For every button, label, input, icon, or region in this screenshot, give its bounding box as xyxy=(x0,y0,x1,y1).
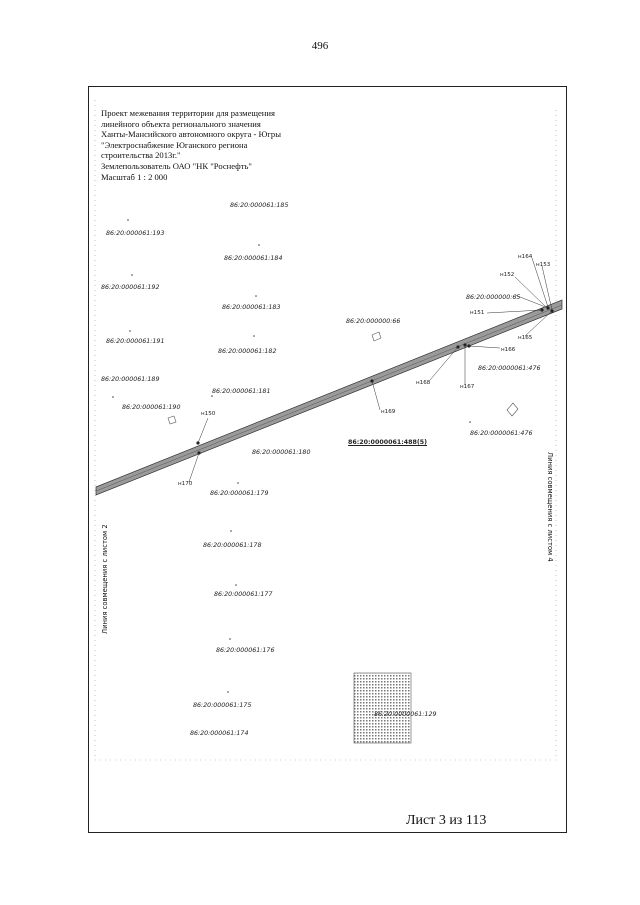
header-line: Ханты-Мансийского автономного округа - Югры xyxy=(101,129,281,140)
parcel-label: 86:20:000061:180 xyxy=(252,449,311,456)
parcel-label: 86:20:000061:191 xyxy=(106,338,165,345)
header-line: линейного объекта регионального значения xyxy=(101,118,261,129)
parcel-label: 86:20:000061:183 xyxy=(222,304,281,311)
parcel-label: 86:20:000061:175 xyxy=(193,702,252,709)
linear-object-corridor xyxy=(96,300,562,495)
parcel-label: 86:20:000061:181 xyxy=(212,388,271,395)
point-label: н168 xyxy=(416,380,431,386)
parcel-label: 86:20:000061:185 xyxy=(230,202,289,209)
parcel-label: 86:20:000061:174 xyxy=(190,730,249,737)
small-parcel-190 xyxy=(168,416,176,424)
parcel-label: 86:20:000061:178 xyxy=(203,542,262,549)
point-label: н167 xyxy=(460,384,475,390)
parcel-label: 86:20:000061:193 xyxy=(106,230,165,237)
point-label: н152 xyxy=(500,272,515,278)
point-label: н165 xyxy=(518,335,533,341)
point-label: н166 xyxy=(501,347,516,353)
header-line: Землепользователь ОАО "НК "Роснефть" xyxy=(101,160,252,171)
side-right-label: Линия совмещения с листом 4 xyxy=(546,452,554,562)
page-number: 496 xyxy=(311,40,329,52)
point-label: н164 xyxy=(518,254,533,260)
parcel-label: 86:20:000061:192 xyxy=(101,284,160,291)
parcel-label: 86:20:000000:65 xyxy=(466,294,521,301)
point-label: н170 xyxy=(178,481,193,487)
header-line: строительства 2013г." xyxy=(101,150,181,161)
parcel-label: 86:20:0000061:476 xyxy=(470,430,533,437)
point-label: н150 xyxy=(201,411,216,417)
small-parcel-66 xyxy=(372,332,381,341)
scale-label: Масштаб 1 : 2 000 xyxy=(101,171,168,182)
header-block xyxy=(101,108,301,182)
header-line: Проект межевания территории для размещения xyxy=(101,108,275,118)
point-label: н169 xyxy=(381,409,396,415)
parcel-label: 86:20:000061:189 xyxy=(101,376,160,383)
parcel-label: 86:20:000061:182 xyxy=(218,348,277,355)
textured-parcel-129 xyxy=(354,673,411,743)
parcel-label: 86:20:0000061:129 xyxy=(374,711,437,718)
parcel-label: 86:20:000061:184 xyxy=(224,255,283,262)
parcel-label: 86:20:0000061:476 xyxy=(478,365,541,372)
point-label: н153 xyxy=(536,262,551,268)
point-label: н151 xyxy=(470,310,485,316)
sheet-label: Лист 3 из 113 xyxy=(406,813,487,828)
parcel-label: 86:20:000061:190 xyxy=(122,404,181,411)
parcel-label: 86:20:000061:179 xyxy=(210,490,269,497)
parcel-label: 86:20:000061:176 xyxy=(216,647,275,654)
small-parcel-476 xyxy=(507,403,518,416)
header-line: "Электроснабжение Юганского региона xyxy=(101,139,248,150)
corridor-axis xyxy=(96,305,562,491)
main-parcel-label: 86:20:0000061:488(5) xyxy=(348,439,428,446)
side-left-label: Линия совмещения с листом 2 xyxy=(101,524,109,634)
parcel-label: 86:20:000061:177 xyxy=(214,591,273,598)
parcel-label: 86:20:000000:66 xyxy=(346,318,401,325)
